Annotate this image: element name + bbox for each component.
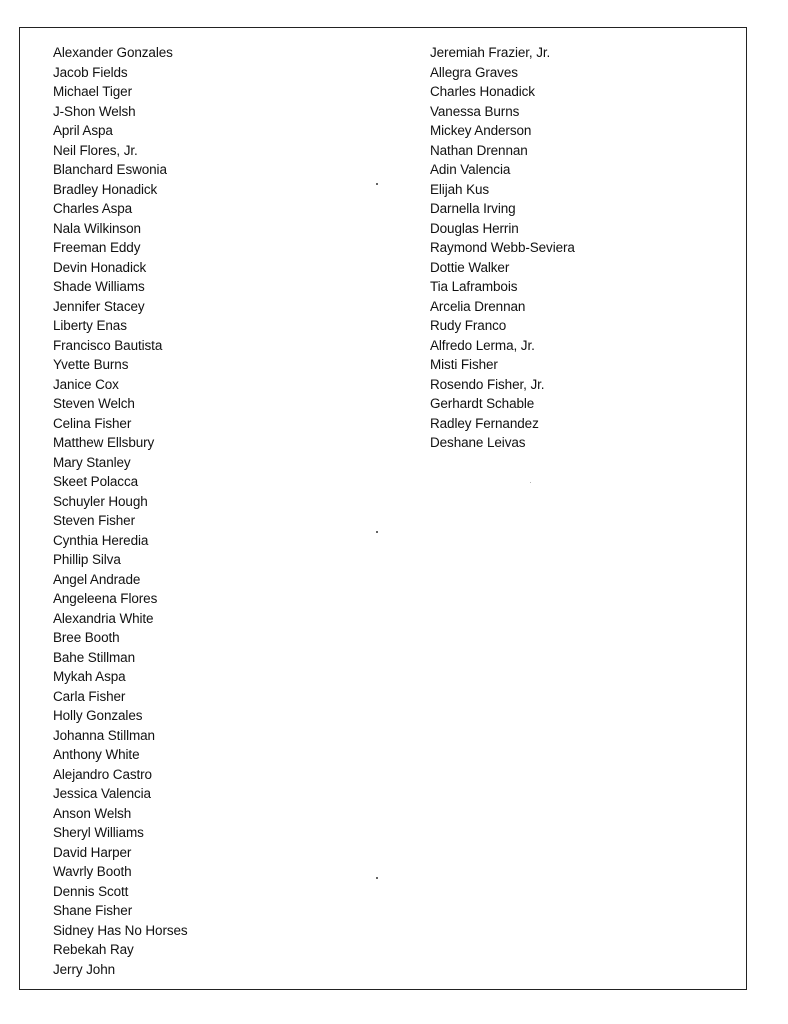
name-entry: Raymond Webb-Seviera <box>430 240 575 255</box>
name-entry: Charles Honadick <box>430 84 535 99</box>
name-entry: Darnella Irving <box>430 201 516 216</box>
name-entry: Shane Fisher <box>53 903 133 918</box>
name-entry: April Aspa <box>53 123 113 138</box>
name-entry: Alejandro Castro <box>53 766 152 782</box>
name-entry: Mykah Aspa <box>53 669 126 684</box>
name-entry: Freeman Eddy <box>53 240 141 255</box>
name-entry: Shade Williams <box>53 279 145 294</box>
name-entry: Vanessa Burns <box>430 103 520 119</box>
name-entry: Johanna Stillman <box>53 727 155 743</box>
name-entry: Carla Fisher <box>53 688 126 704</box>
name-entry: Alexandria White <box>53 610 154 626</box>
name-entry: Bradley Honadick <box>53 181 158 197</box>
scan-speck <box>530 482 531 483</box>
name-entry: Jacob Fields <box>53 64 128 80</box>
name-entry: Phillip Silva <box>53 552 121 567</box>
name-entry: Jennifer Stacey <box>53 298 145 314</box>
name-entry: Schuyler Hough <box>53 493 148 509</box>
name-entry: Janice Cox <box>53 376 119 392</box>
scan-speck <box>376 183 378 185</box>
name-entry: Douglas Herrin <box>430 220 519 236</box>
name-entry: Radley Fernandez <box>430 415 539 431</box>
name-entry: Jerry John <box>53 961 116 977</box>
name-entry: Dottie Walker <box>430 259 510 275</box>
name-entry: Elijah Kus <box>430 181 490 197</box>
name-entry: Dennis Scott <box>53 883 129 899</box>
name-entry: Gerhardt Schable <box>430 396 535 411</box>
name-entry: Steven Fisher <box>53 513 135 528</box>
name-entry: J-Shon Welsh <box>53 103 136 119</box>
name-entry: Liberty Enas <box>53 318 127 333</box>
name-entry: Cynthia Heredia <box>53 532 149 548</box>
name-entry: Misti Fisher <box>430 357 498 372</box>
name-entry: Mickey Anderson <box>430 123 532 138</box>
name-entry: Bree Booth <box>53 630 120 645</box>
name-entry: Rebekah Ray <box>53 942 134 957</box>
name-entry: Nathan Drennan <box>430 142 528 158</box>
name-entry: Rosendo Fisher, Jr. <box>430 376 545 392</box>
name-entry: Charles Aspa <box>53 201 133 216</box>
name-entry: Alfredo Lerma, Jr. <box>430 337 535 353</box>
name-entry: Matthew Ellsbury <box>53 435 155 450</box>
name-entry: Steven Welch <box>53 396 135 411</box>
name-entry: Blanchard Eswonia <box>53 162 167 177</box>
name-entry: Anson Welsh <box>53 805 132 821</box>
name-entry: Angeleena Flores <box>53 591 158 606</box>
name-entry: Skeet Polacca <box>53 474 138 489</box>
name-entry: Sheryl Williams <box>53 825 144 840</box>
name-entry: Holly Gonzales <box>53 708 143 723</box>
name-entry: Sidney Has No Horses <box>53 922 188 938</box>
name-entry: Devin Honadick <box>53 259 147 275</box>
name-entry: Tia Laframbois <box>430 279 518 294</box>
name-entry: Yvette Burns <box>53 357 129 372</box>
name-entry: Angel Andrade <box>53 571 141 587</box>
name-list-left <box>53 43 188 979</box>
name-entry: Bahe Stillman <box>53 649 135 665</box>
name-entry: David Harper <box>53 844 132 860</box>
name-entry: Mary Stanley <box>53 454 131 470</box>
name-entry: Francisco Bautista <box>53 337 163 353</box>
name-entry: Rudy Franco <box>430 318 507 333</box>
name-entry: Adin Valencia <box>430 162 511 177</box>
name-entry: Jessica Valencia <box>53 786 151 801</box>
name-entry: Arcelia Drennan <box>430 298 526 314</box>
name-entry: Wavrly Booth <box>53 864 132 879</box>
scan-speck <box>376 877 378 879</box>
name-entry: Allegra Graves <box>430 64 518 80</box>
name-entry: Deshane Leivas <box>430 435 526 450</box>
name-entry: Neil Flores, Jr. <box>53 142 138 158</box>
name-entry: Nala Wilkinson <box>53 220 141 236</box>
name-entry: Jeremiah Frazier, Jr. <box>430 45 551 60</box>
name-list-right <box>430 43 575 453</box>
name-entry: Alexander Gonzales <box>53 45 173 60</box>
scan-speck <box>376 531 378 533</box>
name-entry: Anthony White <box>53 747 140 762</box>
name-entry: Celina Fisher <box>53 415 132 431</box>
name-entry: Michael Tiger <box>53 84 132 99</box>
